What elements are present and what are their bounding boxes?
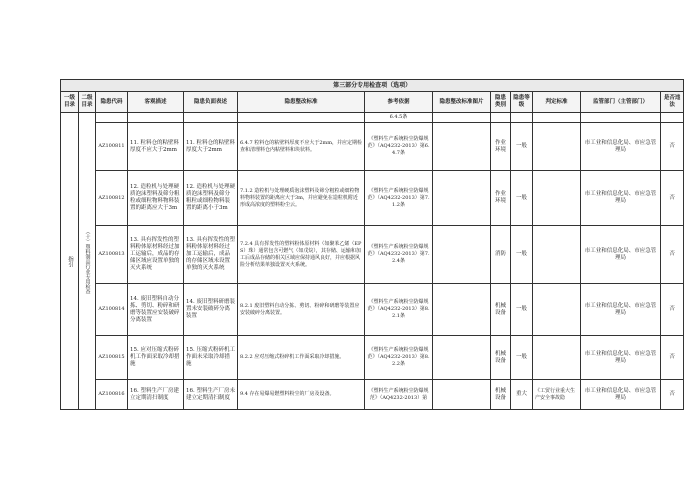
illegal-flag: 否 [661, 226, 684, 284]
hazard-level: 一般 [511, 336, 533, 380]
hazard-level: 一般 [511, 171, 533, 226]
reference-basis: 《塑料生产系统粉尘防爆规范》（AQ4232-2013）第 [365, 380, 433, 410]
col-header-criteria: 判定标准 [533, 92, 581, 113]
hazard-code: AZ100812 [96, 171, 128, 226]
objective-description: 14. 废旧塑料自动分拣、剪切、粉碎和研磨等装置应安装破碎分离装置 [128, 284, 184, 336]
department: 市工业和信息化局、市应急管理局 [581, 380, 661, 410]
col-header-standard: 隐患整改标准 [238, 92, 365, 113]
hazard-type: 机械设备 [491, 336, 511, 380]
col-header-negative: 隐患负面表述 [184, 92, 238, 113]
col-header-image: 隐患整改标准图片 [433, 92, 491, 113]
illegal-flag: 否 [661, 123, 684, 171]
criteria-cell: 《工贸行业重大生产安全事故隐 [533, 380, 581, 410]
standard-image-cell [433, 226, 491, 284]
table-title: 第三部分专用检查项（选项） [61, 80, 684, 92]
col-header-illegal: 是否违法 [661, 92, 684, 113]
col-header-level: 隐患等级 [511, 92, 533, 113]
criteria-cell [533, 123, 581, 171]
standard-image-cell [433, 336, 491, 380]
hazard-level: 一般 [511, 123, 533, 171]
hazard-type: 作业环境 [491, 123, 511, 171]
illegal-flag: 否 [661, 284, 684, 336]
hazard-level: 一般 [511, 226, 533, 284]
reference-basis: 《塑料生产系统粉尘防爆规范》（AQ4232-2013）第8.2.2条 [365, 336, 433, 380]
inspection-table-sheet [60, 79, 683, 440]
department: 市工业和信息化局、市应急管理局 [581, 123, 661, 171]
criteria-cell [533, 171, 581, 226]
rectification-standard: 9.4 存在易爆易燃塑料粉尘的厂房及设备。 [238, 380, 365, 410]
criteria-cell [533, 284, 581, 336]
col-header-reference: 参考依据 [365, 92, 433, 113]
reference-basis: 《塑料生产系统粉尘防爆规范》（AQ4232-2013）第8.2.1条 [365, 284, 433, 336]
reference-basis: 《塑料生产系统粉尘防爆规范》（AQ4232-2013）第7.2.4条 [365, 226, 433, 284]
standard-image-cell [433, 171, 491, 226]
objective-description: 13. 具有挥发性的塑料粉体原材料经过加工运输后，成品的存储区域应设置单独的灭火系统 [128, 226, 184, 284]
objective-description: 15. 应对压缩式粉碎机工作面采取冷却措施 [128, 336, 184, 380]
illegal-flag: 否 [661, 380, 684, 410]
department: 市工业和信息化局、市应急管理局 [581, 226, 661, 284]
rectification-standard: 8.2.1 废旧塑料自动分拣、剪切、粉碎和研磨等装置应安装破碎分离装置。 [238, 284, 365, 336]
objective-description: 12. 造粒机与处理硬质泡沫塑料及筛分粗粒或细粒物料物料装置的距离应大于3m [128, 171, 184, 226]
negative-description: 12. 造粒机与处理硬质泡沫塑料及筛分粗粒或细粒物料装置的距离小于3m [184, 171, 238, 226]
rectification-standard: 8.2.2 应对压缩式粉碎机工作面采取冷却措施。 [238, 336, 365, 380]
hazard-level: 重大 [511, 380, 533, 410]
col-header-department: 监管部门（主管部门） [581, 92, 661, 113]
col-header-code: 隐患代码 [96, 92, 128, 113]
hazard-type: 机械设备 [491, 284, 511, 336]
reference-basis: 《塑料生产系统粉尘防爆规范》（AQ4232-2013）第7.1.2条 [365, 171, 433, 226]
negative-description: 16. 塑料生产厂房未建立定期清扫制度 [184, 380, 238, 410]
inspection-table [60, 79, 684, 410]
hazard-code: AZ100813 [96, 226, 128, 284]
criteria-cell [533, 226, 581, 284]
department: 市工业和信息化局、市应急管理局 [581, 336, 661, 380]
hazard-type: 机械设备 [491, 380, 511, 410]
hazard-code: AZ100811 [96, 123, 128, 171]
table-row [61, 284, 684, 336]
standard-image-cell [433, 123, 491, 171]
table-row [61, 336, 684, 380]
negative-description: 11. 粒料仓的粘壁料厚度大于2mm [184, 123, 238, 171]
header-row [61, 92, 684, 113]
illegal-flag: 否 [661, 336, 684, 380]
level2-cell: （十）塑料制品行业专用检查 [79, 113, 96, 410]
rectification-standard: 7.1.2 造粒机与处理硬质泡沫塑料及筛分粗粒或细粒物料物料装置的距离应大于3m，并应避免在造粒机附近形成高浓度的塑料粉尘云。 [238, 171, 365, 226]
hazard-type: 作业环境 [491, 171, 511, 226]
standard-image-cell [433, 380, 491, 410]
rectification-standard: 6.4.7 粒料仓的粘壁料厚度不应大于2mm，并应定期检查和清理料仓内粘壁料和块状料。 [238, 123, 365, 171]
rectification-standard: 7.2.4 具有挥发性的塑料粉体原材料（如聚苯乙烯（EPS）珠）通常包含可燃气（如戊烷），其存储、运输和加工后成品存储的相关区域应保持通风良好，并应根据风险分析结果单独设置灭火系统。 [238, 226, 365, 284]
hazard-code: AZ100814 [96, 284, 128, 336]
col-header-level1: 一级目录 [61, 92, 79, 113]
table-row [61, 171, 684, 226]
negative-description: 14. 废旧塑料研磨装置未安装破碎分离装置 [184, 284, 238, 336]
level1-cell: 指引 [61, 113, 79, 410]
hazard-level: 一般 [511, 284, 533, 336]
negative-description: 15. 压缩式粉碎机工作面未采取冷却措施 [184, 336, 238, 380]
hazard-code: AZ100816 [96, 380, 128, 410]
standard-image-cell [433, 284, 491, 336]
table-row [61, 123, 684, 171]
col-header-level2: 二级目录 [79, 92, 96, 113]
objective-description: 16. 塑料生产厂房建立定期清扫制度 [128, 380, 184, 410]
department: 市工业和信息化局、市应急管理局 [581, 284, 661, 336]
col-header-description: 客观描述 [128, 92, 184, 113]
table-row [61, 226, 684, 284]
hazard-code: AZ100815 [96, 336, 128, 380]
col-header-type: 隐患类别 [491, 92, 511, 113]
illegal-flag: 否 [661, 171, 684, 226]
reference-basis: 《塑料生产系统粉尘防爆规范》（AQ4232-2013）第6.4.7条 [365, 123, 433, 171]
criteria-cell [533, 336, 581, 380]
objective-description: 11. 粒料仓的粘壁料厚度不应大于2mm [128, 123, 184, 171]
negative-description: 13. 具有挥发性的塑料粉体原材料经过加工运输后，成品的存储区域未设置单独的灭火系统 [184, 226, 238, 284]
prev-reference: 6.4.5条 [365, 113, 433, 123]
department: 市工业和信息化局、市应急管理局 [581, 171, 661, 226]
table-row-continued [61, 113, 684, 123]
table-row [61, 380, 684, 410]
hazard-type: 消防 [491, 226, 511, 284]
